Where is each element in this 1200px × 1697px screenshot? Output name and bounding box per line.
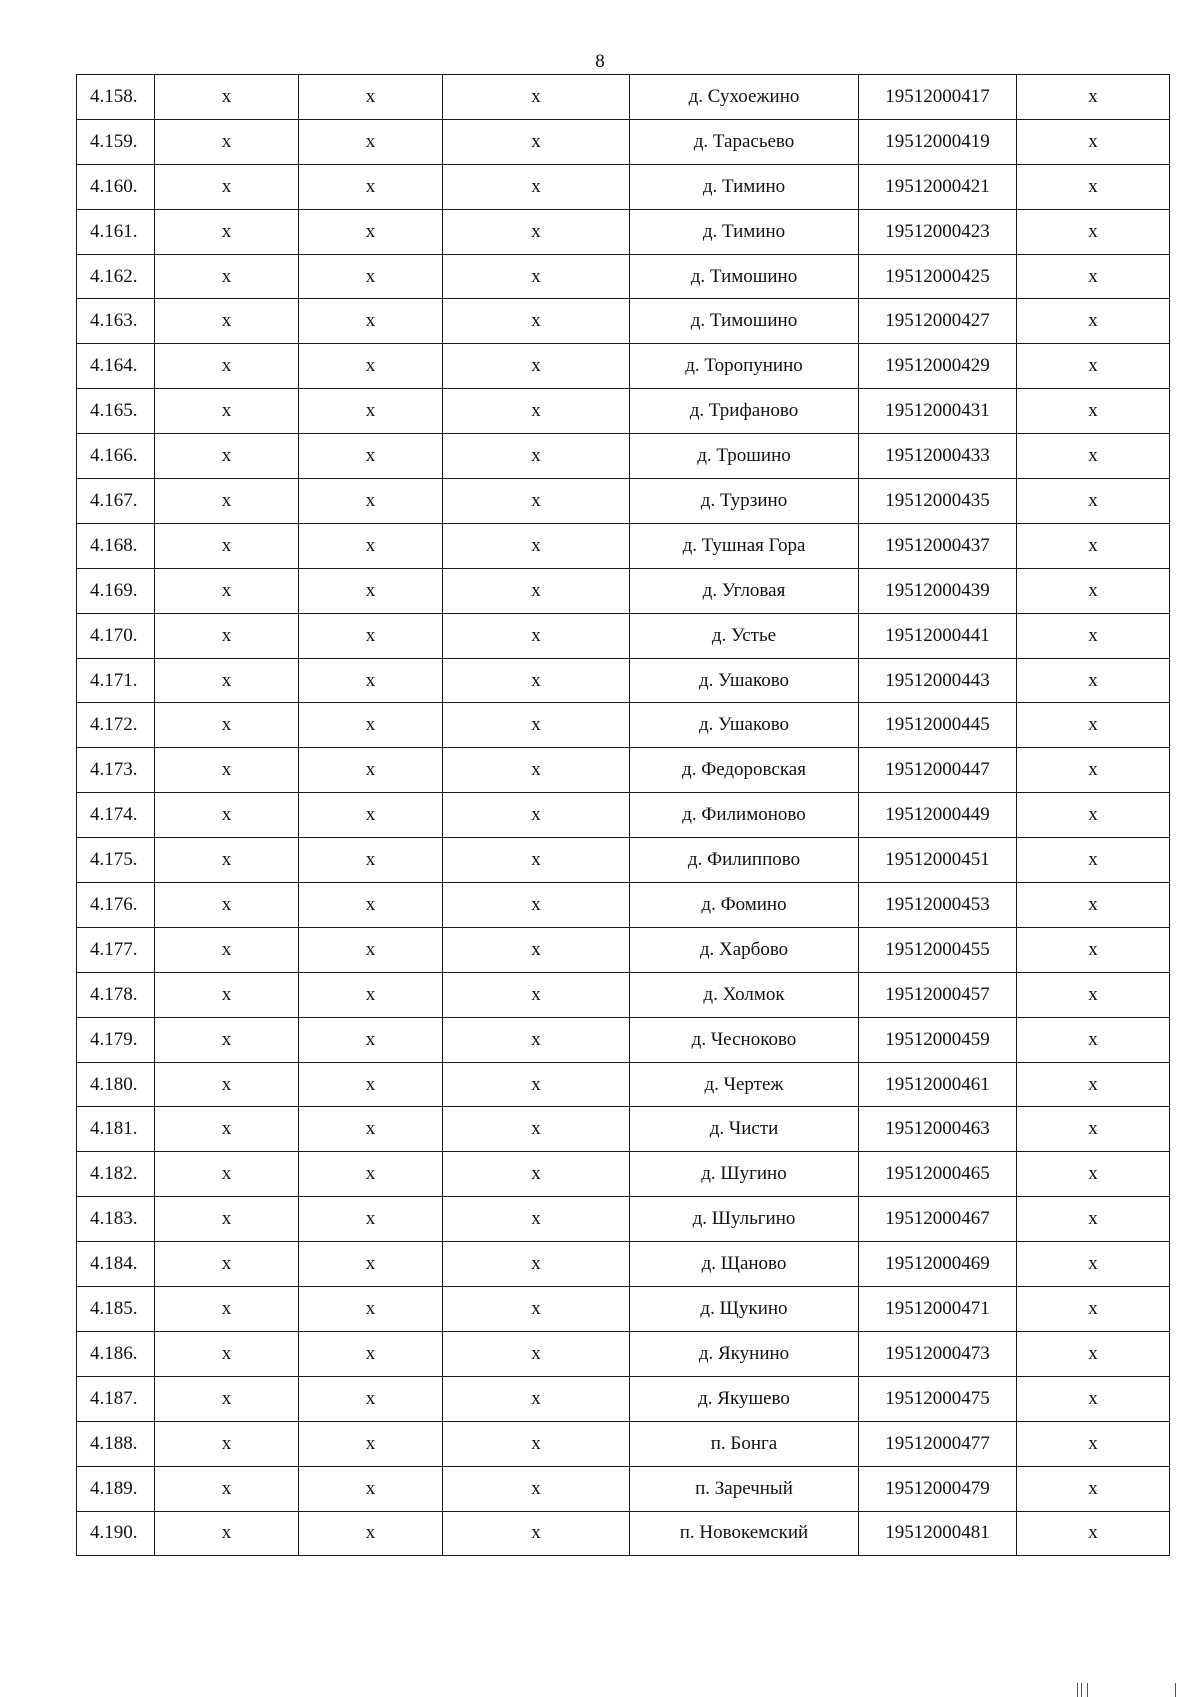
cell-column-7: х <box>1017 1287 1170 1332</box>
cell-column-2: х <box>155 523 299 568</box>
cell-item-number: 4.161. <box>77 209 155 254</box>
cell-column-2: х <box>155 209 299 254</box>
cell-column-2: х <box>155 434 299 479</box>
table-row <box>77 1107 1170 1152</box>
cell-column-2: х <box>155 1197 299 1242</box>
table-row <box>77 1017 1170 1062</box>
cell-column-4: х <box>443 1062 630 1107</box>
cell-column-7: х <box>1017 1107 1170 1152</box>
cell-column-7: х <box>1017 209 1170 254</box>
cell-column-3: х <box>299 1421 443 1466</box>
cell-column-2: х <box>155 1287 299 1332</box>
cell-column-2: х <box>155 658 299 703</box>
cell-oktmo-code: 19512000457 <box>859 972 1017 1017</box>
table-row <box>77 703 1170 748</box>
cell-column-3: х <box>299 1511 443 1556</box>
cell-column-3: х <box>299 613 443 658</box>
cell-item-number: 4.175. <box>77 838 155 883</box>
cell-settlement-name: д. Тарасьево <box>630 119 859 164</box>
cell-item-number: 4.164. <box>77 344 155 389</box>
cell-column-4: х <box>443 613 630 658</box>
cell-settlement-name: д. Чертеж <box>630 1062 859 1107</box>
scan-mark <box>1175 1683 1176 1697</box>
scan-mark <box>1077 1683 1078 1697</box>
cell-column-7: х <box>1017 1242 1170 1287</box>
table-row <box>77 299 1170 344</box>
cell-column-3: х <box>299 299 443 344</box>
cell-item-number: 4.172. <box>77 703 155 748</box>
cell-oktmo-code: 19512000429 <box>859 344 1017 389</box>
cell-oktmo-code: 19512000453 <box>859 883 1017 928</box>
cell-column-4: х <box>443 434 630 479</box>
cell-column-3: х <box>299 1376 443 1421</box>
cell-item-number: 4.169. <box>77 568 155 613</box>
cell-column-4: х <box>443 299 630 344</box>
cell-item-number: 4.163. <box>77 299 155 344</box>
cell-item-number: 4.160. <box>77 164 155 209</box>
table-row <box>77 1287 1170 1332</box>
cell-item-number: 4.182. <box>77 1152 155 1197</box>
cell-item-number: 4.166. <box>77 434 155 479</box>
cell-oktmo-code: 19512000471 <box>859 1287 1017 1332</box>
cell-oktmo-code: 19512000469 <box>859 1242 1017 1287</box>
table-row <box>77 1242 1170 1287</box>
cell-item-number: 4.167. <box>77 479 155 524</box>
cell-column-3: х <box>299 75 443 120</box>
cell-column-7: х <box>1017 927 1170 972</box>
cell-settlement-name: д. Тимино <box>630 164 859 209</box>
cell-item-number: 4.173. <box>77 748 155 793</box>
cell-oktmo-code: 19512000459 <box>859 1017 1017 1062</box>
cell-column-3: х <box>299 1017 443 1062</box>
cell-column-3: х <box>299 523 443 568</box>
cell-column-3: х <box>299 927 443 972</box>
table-row <box>77 1511 1170 1556</box>
cell-oktmo-code: 19512000475 <box>859 1376 1017 1421</box>
cell-settlement-name: д. Шугино <box>630 1152 859 1197</box>
cell-item-number: 4.174. <box>77 793 155 838</box>
cell-item-number: 4.158. <box>77 75 155 120</box>
cell-settlement-name: д. Щаново <box>630 1242 859 1287</box>
cell-item-number: 4.190. <box>77 1511 155 1556</box>
cell-column-3: х <box>299 883 443 928</box>
cell-column-4: х <box>443 1242 630 1287</box>
cell-settlement-name: д. Тушная Гора <box>630 523 859 568</box>
table-row <box>77 972 1170 1017</box>
table-row <box>77 479 1170 524</box>
cell-column-7: х <box>1017 568 1170 613</box>
cell-column-4: х <box>443 479 630 524</box>
cell-oktmo-code: 19512000455 <box>859 927 1017 972</box>
cell-column-2: х <box>155 613 299 658</box>
cell-column-3: х <box>299 1331 443 1376</box>
cell-column-3: х <box>299 209 443 254</box>
cell-oktmo-code: 19512000467 <box>859 1197 1017 1242</box>
cell-column-7: х <box>1017 434 1170 479</box>
cell-item-number: 4.187. <box>77 1376 155 1421</box>
cell-settlement-name: п. Новокемский <box>630 1511 859 1556</box>
cell-column-7: х <box>1017 1376 1170 1421</box>
table-row <box>77 748 1170 793</box>
cell-settlement-name: п. Бонга <box>630 1421 859 1466</box>
table-row <box>77 927 1170 972</box>
cell-oktmo-code: 19512000421 <box>859 164 1017 209</box>
cell-settlement-name: д. Федоровская <box>630 748 859 793</box>
cell-column-7: х <box>1017 344 1170 389</box>
cell-column-2: х <box>155 1376 299 1421</box>
cell-column-3: х <box>299 1152 443 1197</box>
cell-item-number: 4.180. <box>77 1062 155 1107</box>
table-row <box>77 658 1170 703</box>
cell-oktmo-code: 19512000443 <box>859 658 1017 703</box>
cell-settlement-name: д. Харбово <box>630 927 859 972</box>
settlements-table <box>76 74 1170 1556</box>
table-row <box>77 209 1170 254</box>
cell-column-4: х <box>443 703 630 748</box>
cell-column-4: х <box>443 254 630 299</box>
cell-column-2: х <box>155 254 299 299</box>
table-body <box>77 75 1170 1556</box>
table-row <box>77 613 1170 658</box>
cell-oktmo-code: 19512000479 <box>859 1466 1017 1511</box>
cell-column-2: х <box>155 1152 299 1197</box>
cell-column-4: х <box>443 1197 630 1242</box>
cell-column-7: х <box>1017 703 1170 748</box>
cell-column-7: х <box>1017 793 1170 838</box>
cell-oktmo-code: 19512000449 <box>859 793 1017 838</box>
cell-oktmo-code: 19512000439 <box>859 568 1017 613</box>
cell-column-2: х <box>155 703 299 748</box>
cell-column-7: х <box>1017 1421 1170 1466</box>
cell-oktmo-code: 19512000445 <box>859 703 1017 748</box>
cell-column-4: х <box>443 209 630 254</box>
cell-item-number: 4.179. <box>77 1017 155 1062</box>
cell-column-7: х <box>1017 1511 1170 1556</box>
cell-oktmo-code: 19512000473 <box>859 1331 1017 1376</box>
cell-oktmo-code: 19512000419 <box>859 119 1017 164</box>
cell-column-2: х <box>155 1017 299 1062</box>
cell-oktmo-code: 19512000427 <box>859 299 1017 344</box>
cell-column-3: х <box>299 1062 443 1107</box>
cell-settlement-name: д. Чисти <box>630 1107 859 1152</box>
cell-column-2: х <box>155 883 299 928</box>
cell-item-number: 4.168. <box>77 523 155 568</box>
table-row <box>77 1466 1170 1511</box>
cell-column-7: х <box>1017 254 1170 299</box>
cell-column-3: х <box>299 838 443 883</box>
table-row <box>77 164 1170 209</box>
cell-oktmo-code: 19512000423 <box>859 209 1017 254</box>
cell-column-2: х <box>155 344 299 389</box>
cell-column-7: х <box>1017 613 1170 658</box>
cell-settlement-name: д. Угловая <box>630 568 859 613</box>
cell-settlement-name: д. Филимоново <box>630 793 859 838</box>
cell-column-7: х <box>1017 75 1170 120</box>
cell-oktmo-code: 19512000481 <box>859 1511 1017 1556</box>
cell-oktmo-code: 19512000441 <box>859 613 1017 658</box>
cell-settlement-name: д. Филиппово <box>630 838 859 883</box>
cell-column-7: х <box>1017 1466 1170 1511</box>
table-row <box>77 523 1170 568</box>
cell-settlement-name: п. Заречный <box>630 1466 859 1511</box>
table-row <box>77 1062 1170 1107</box>
cell-column-7: х <box>1017 479 1170 524</box>
table-row <box>77 1376 1170 1421</box>
cell-column-4: х <box>443 972 630 1017</box>
cell-settlement-name: д. Тимошино <box>630 254 859 299</box>
cell-column-4: х <box>443 748 630 793</box>
table-row <box>77 434 1170 479</box>
cell-column-4: х <box>443 1376 630 1421</box>
cell-column-4: х <box>443 1331 630 1376</box>
cell-column-7: х <box>1017 883 1170 928</box>
cell-column-3: х <box>299 1466 443 1511</box>
cell-settlement-name: д. Чесноково <box>630 1017 859 1062</box>
table-row <box>77 1331 1170 1376</box>
cell-column-3: х <box>299 793 443 838</box>
cell-column-4: х <box>443 1287 630 1332</box>
cell-column-7: х <box>1017 972 1170 1017</box>
cell-item-number: 4.178. <box>77 972 155 1017</box>
cell-column-2: х <box>155 119 299 164</box>
cell-column-7: х <box>1017 523 1170 568</box>
cell-oktmo-code: 19512000461 <box>859 1062 1017 1107</box>
table-row <box>77 344 1170 389</box>
cell-column-3: х <box>299 568 443 613</box>
cell-column-4: х <box>443 75 630 120</box>
cell-item-number: 4.185. <box>77 1287 155 1332</box>
cell-column-4: х <box>443 344 630 389</box>
table-row <box>77 119 1170 164</box>
table-row <box>77 883 1170 928</box>
cell-item-number: 4.177. <box>77 927 155 972</box>
cell-settlement-name: д. Холмок <box>630 972 859 1017</box>
cell-item-number: 4.171. <box>77 658 155 703</box>
table-row <box>77 75 1170 120</box>
cell-column-2: х <box>155 1107 299 1152</box>
cell-column-7: х <box>1017 299 1170 344</box>
cell-settlement-name: д. Турзино <box>630 479 859 524</box>
cell-column-2: х <box>155 1242 299 1287</box>
cell-settlement-name: д. Фомино <box>630 883 859 928</box>
cell-column-3: х <box>299 1197 443 1242</box>
cell-column-3: х <box>299 434 443 479</box>
cell-column-4: х <box>443 1466 630 1511</box>
cell-column-7: х <box>1017 1152 1170 1197</box>
cell-settlement-name: д. Сухоежино <box>630 75 859 120</box>
cell-column-2: х <box>155 1062 299 1107</box>
table-row <box>77 838 1170 883</box>
cell-settlement-name: д. Ушаково <box>630 658 859 703</box>
cell-column-7: х <box>1017 1331 1170 1376</box>
cell-oktmo-code: 19512000465 <box>859 1152 1017 1197</box>
cell-column-2: х <box>155 164 299 209</box>
cell-column-2: х <box>155 1466 299 1511</box>
cell-column-7: х <box>1017 1197 1170 1242</box>
cell-column-3: х <box>299 389 443 434</box>
cell-settlement-name: д. Якунино <box>630 1331 859 1376</box>
cell-settlement-name: д. Якушево <box>630 1376 859 1421</box>
cell-column-3: х <box>299 164 443 209</box>
cell-column-3: х <box>299 703 443 748</box>
cell-item-number: 4.189. <box>77 1466 155 1511</box>
cell-column-7: х <box>1017 1062 1170 1107</box>
cell-column-4: х <box>443 1152 630 1197</box>
cell-settlement-name: д. Трифаново <box>630 389 859 434</box>
cell-column-2: х <box>155 1331 299 1376</box>
cell-column-4: х <box>443 389 630 434</box>
cell-column-4: х <box>443 838 630 883</box>
cell-oktmo-code: 19512000425 <box>859 254 1017 299</box>
table-row <box>77 389 1170 434</box>
table-row <box>77 568 1170 613</box>
cell-column-3: х <box>299 344 443 389</box>
cell-column-4: х <box>443 1017 630 1062</box>
cell-settlement-name: д. Тимошино <box>630 299 859 344</box>
cell-column-7: х <box>1017 164 1170 209</box>
cell-column-2: х <box>155 389 299 434</box>
cell-column-2: х <box>155 568 299 613</box>
cell-column-2: х <box>155 838 299 883</box>
cell-oktmo-code: 19512000463 <box>859 1107 1017 1152</box>
cell-item-number: 4.184. <box>77 1242 155 1287</box>
cell-column-3: х <box>299 1107 443 1152</box>
cell-settlement-name: д. Устье <box>630 613 859 658</box>
cell-column-2: х <box>155 1511 299 1556</box>
cell-column-2: х <box>155 299 299 344</box>
cell-column-3: х <box>299 119 443 164</box>
cell-item-number: 4.162. <box>77 254 155 299</box>
cell-oktmo-code: 19512000437 <box>859 523 1017 568</box>
cell-column-2: х <box>155 748 299 793</box>
cell-settlement-name: д. Щукино <box>630 1287 859 1332</box>
cell-column-7: х <box>1017 658 1170 703</box>
page-number: 8 <box>595 51 605 72</box>
cell-oktmo-code: 19512000433 <box>859 434 1017 479</box>
cell-column-2: х <box>155 927 299 972</box>
cell-column-3: х <box>299 972 443 1017</box>
cell-column-7: х <box>1017 838 1170 883</box>
cell-item-number: 4.159. <box>77 119 155 164</box>
cell-oktmo-code: 19512000447 <box>859 748 1017 793</box>
cell-item-number: 4.186. <box>77 1331 155 1376</box>
cell-column-7: х <box>1017 1017 1170 1062</box>
cell-oktmo-code: 19512000451 <box>859 838 1017 883</box>
cell-column-3: х <box>299 748 443 793</box>
cell-column-3: х <box>299 1242 443 1287</box>
cell-item-number: 4.176. <box>77 883 155 928</box>
cell-column-3: х <box>299 254 443 299</box>
cell-column-4: х <box>443 793 630 838</box>
cell-item-number: 4.165. <box>77 389 155 434</box>
cell-column-3: х <box>299 479 443 524</box>
cell-column-2: х <box>155 972 299 1017</box>
cell-settlement-name: д. Шульгино <box>630 1197 859 1242</box>
cell-item-number: 4.183. <box>77 1197 155 1242</box>
cell-column-3: х <box>299 1287 443 1332</box>
cell-column-4: х <box>443 119 630 164</box>
cell-column-2: х <box>155 1421 299 1466</box>
cell-column-7: х <box>1017 119 1170 164</box>
scan-mark <box>1087 1683 1088 1697</box>
cell-item-number: 4.181. <box>77 1107 155 1152</box>
cell-column-7: х <box>1017 748 1170 793</box>
cell-column-4: х <box>443 1421 630 1466</box>
table-row <box>77 1197 1170 1242</box>
scan-mark <box>1081 1683 1082 1697</box>
cell-column-2: х <box>155 479 299 524</box>
cell-column-4: х <box>443 568 630 613</box>
cell-oktmo-code: 19512000477 <box>859 1421 1017 1466</box>
cell-column-4: х <box>443 658 630 703</box>
cell-item-number: 4.188. <box>77 1421 155 1466</box>
cell-settlement-name: д. Торопунино <box>630 344 859 389</box>
table-row <box>77 254 1170 299</box>
cell-column-4: х <box>443 1511 630 1556</box>
cell-column-2: х <box>155 793 299 838</box>
table-row <box>77 793 1170 838</box>
table-row <box>77 1152 1170 1197</box>
cell-item-number: 4.170. <box>77 613 155 658</box>
cell-oktmo-code: 19512000435 <box>859 479 1017 524</box>
cell-column-7: х <box>1017 389 1170 434</box>
cell-settlement-name: д. Трошино <box>630 434 859 479</box>
cell-oktmo-code: 19512000417 <box>859 75 1017 120</box>
cell-column-4: х <box>443 883 630 928</box>
cell-oktmo-code: 19512000431 <box>859 389 1017 434</box>
cell-settlement-name: д. Ушаково <box>630 703 859 748</box>
cell-column-4: х <box>443 1107 630 1152</box>
cell-column-3: х <box>299 658 443 703</box>
cell-column-4: х <box>443 164 630 209</box>
cell-column-2: х <box>155 75 299 120</box>
cell-column-4: х <box>443 523 630 568</box>
cell-settlement-name: д. Тимино <box>630 209 859 254</box>
table-row <box>77 1421 1170 1466</box>
cell-column-4: х <box>443 927 630 972</box>
